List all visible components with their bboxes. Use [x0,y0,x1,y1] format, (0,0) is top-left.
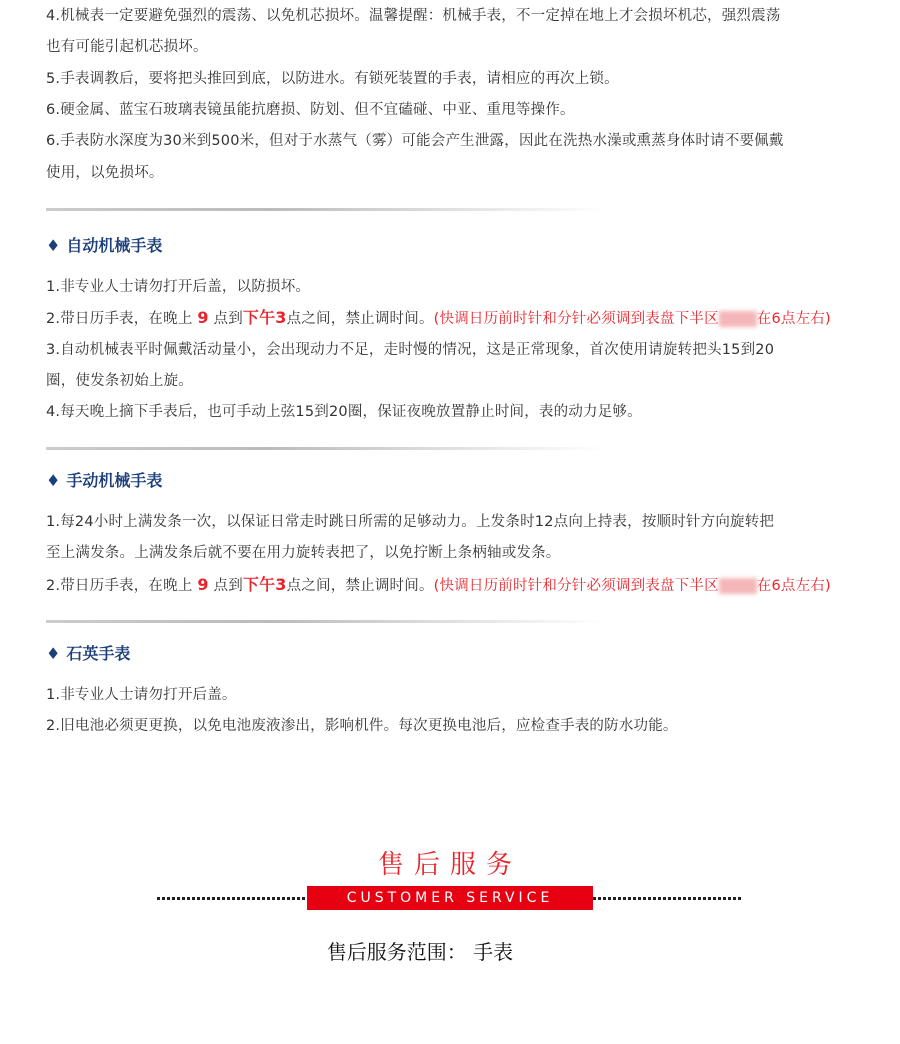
text-segment: 9 [197,308,209,328]
customer-service-banner: CUSTOMER SERVICE [307,886,593,910]
text-segment: (快调日历前时针和分针必须调到表盘下半区 [433,311,719,328]
text-line: 4.机械表一定要避免强烈的震荡、以免机芯损坏。温馨提醒：机械手表，不一定掉在地上才会损坏机芯，强烈震荡 [46,8,781,24]
text-segment: 在6点左右) [756,577,831,594]
text-segment: 下午3 [242,574,287,594]
text-line: 6.手表防水深度为30米到500米，但对于水蒸气（雾）可能会产生泄露，因此在洗热水澡或熏蒸身体时请不要佩戴 [46,133,784,150]
diamond-icon: ♦ [46,644,61,663]
text-line: 3.自动机械表平时佩戴活动量小，会出现动力不足，走时慢的情况，这是正常现象，首次使用请旋转把头15到20 [46,341,775,358]
text-line: 1.每24小时上满发条一次，以保证日常走时跳日所需的足够动力。上发条时12点向上持表，按顺时针方向旋转把 [46,514,775,530]
dotted-divider-right [593,897,743,900]
diamond-icon: ♦ [46,471,61,490]
text-segment: 9 [197,574,209,594]
section-divider [46,447,606,450]
heading-text: 手动机械手表 [66,471,163,490]
text-segment: (快调日历前时针和分针必须调到表盘下半区 [433,577,719,594]
heading-text: 自动机械手表 [66,236,163,255]
text-line: 使用，以免损坏。 [46,164,164,181]
section-heading [46,235,162,257]
text-line: 至上满发条。上满发条后就不要在用力旋转表把了，以免拧断上条柄轴或发条。 [46,545,561,562]
text-segment: 点之间，禁止调时间。 [286,311,434,328]
service-scope: 售后服务范围： 手表 [326,940,514,964]
text-line: 4.每天晚上摘下手表后，也可手动上弦15到20圈，保证夜晚放置静止时间，表的动力足够。 [46,404,642,421]
text-segment: 下午3 [242,308,287,328]
section-heading [46,470,162,492]
text-line: 6.硬金属、蓝宝石玻璃表镜虽能抗磨损、防划、但不宜磕碰、中亚、重甩等操作。 [46,101,575,118]
dotted-divider-left [157,897,307,900]
blurred-text [719,311,757,327]
text-segment: 2.带日历手表，在晚上 [46,577,198,594]
text-line: 也有可能引起机芯损坏。 [46,39,208,56]
text-segment: 在6点左右) [756,311,831,328]
text-segment: 点到 [208,577,243,594]
text-segment: 2.带日历手表，在晚上 [46,311,198,328]
text-line: 2.旧电池必须更更换，以免电池废液渗出，影响机件。每次更换电池后，应检查手表的防水功能。 [46,718,678,735]
text-line: 圈，使发条初始上旋。 [46,372,193,389]
calendar-warning-line [46,308,831,328]
calendar-warning-line [46,575,831,595]
diamond-icon: ♦ [46,236,61,255]
section-heading [46,643,130,665]
heading-text: 石英手表 [66,644,131,663]
blurred-text [719,578,757,594]
text-segment: 点之间，禁止调时间。 [286,577,434,594]
text-line: 1.非专业人士请勿打开后盖。 [46,687,237,703]
text-line: 5.手表调教后，要将把头推回到底，以防进水。有锁死装置的手表，请相应的再次上锁。 [46,70,619,87]
section-divider [46,208,606,211]
section-divider [46,620,606,623]
text-line: 1.非专业人士请勿打开后盖，以防损坏。 [46,279,311,295]
service-title: 售后服务 [377,850,522,880]
text-segment: 点到 [208,311,243,328]
